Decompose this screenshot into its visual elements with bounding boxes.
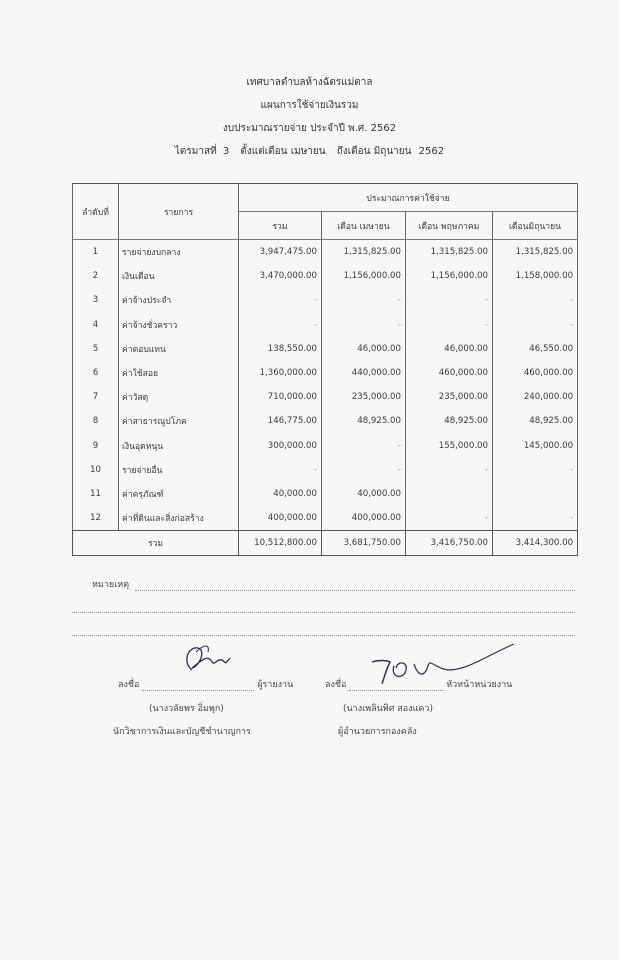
row-june: - — [493, 458, 578, 482]
row-april: - — [322, 313, 406, 337]
table-row — [73, 458, 578, 482]
row-may: - — [406, 313, 493, 337]
row-item: ค่าตอบแทน — [119, 337, 239, 361]
row-may: 155,000.00 — [406, 434, 493, 458]
row-total: 138,550.00 — [239, 337, 322, 361]
table-row — [73, 288, 578, 312]
signature-left-line: ลงชื่อ ผู้รายงาน — [118, 680, 294, 690]
row-june: 46,550.00 — [493, 337, 578, 361]
row-total: 40,000.00 — [239, 482, 322, 506]
row-item: ค่าสาธารณูปโภค — [119, 409, 239, 433]
row-april: 1,315,825.00 — [322, 240, 406, 265]
signature-right-line: ลงชื่อ หัวหน้าหน่วยงาน — [325, 680, 513, 690]
row-number: 9 — [73, 434, 119, 458]
row-april: 40,000.00 — [322, 482, 406, 506]
col-header-estimate: ประมาณการค่าใช้จ่าย — [239, 184, 578, 212]
signature-right-role: หัวหน้าหน่วยงาน — [446, 680, 513, 690]
row-number: 3 — [73, 288, 119, 312]
row-number: 4 — [73, 313, 119, 337]
row-number: 10 — [73, 458, 119, 482]
row-total: 146,775.00 — [239, 409, 322, 433]
row-total: 1,360,000.00 — [239, 361, 322, 385]
row-may: 1,156,000.00 — [406, 264, 493, 288]
signature-right-name: (นางเพลินพิศ สองแคว) — [343, 704, 433, 714]
table-row — [73, 482, 578, 506]
row-april: - — [322, 434, 406, 458]
table-row — [73, 337, 578, 361]
quarter-line — [0, 144, 619, 159]
row-number: 2 — [73, 264, 119, 288]
col-header-may: เดือน พฤษภาคม — [406, 212, 493, 240]
row-number: 12 — [73, 506, 119, 531]
sum-june: 3,414,300.00 — [493, 531, 578, 556]
table-row — [73, 264, 578, 288]
row-may: - — [406, 458, 493, 482]
row-june: 240,000.00 — [493, 385, 578, 409]
remark-label: หมายเหตุ — [92, 580, 130, 590]
sum-total: 10,512,800.00 — [239, 531, 322, 556]
table-row — [73, 409, 578, 433]
row-item: ค่าจ้างประจำ — [119, 288, 239, 312]
signature-left-position: นักวิชาการเงินและบัญชีชำนาญการ — [113, 727, 251, 737]
row-number: 1 — [73, 240, 119, 265]
row-total: 3,947,475.00 — [239, 240, 322, 265]
remark-line-1 — [135, 590, 575, 591]
row-item: ค่าครุภัณฑ์ — [119, 482, 239, 506]
row-june: 145,000.00 — [493, 434, 578, 458]
row-june — [493, 482, 578, 506]
table-body — [73, 240, 578, 531]
row-item: ค่าจ้างชั่วคราว — [119, 313, 239, 337]
row-april: 400,000.00 — [322, 506, 406, 531]
row-april: 48,925.00 — [322, 409, 406, 433]
sum-may: 3,416,750.00 — [406, 531, 493, 556]
row-april: - — [322, 458, 406, 482]
budget-year-line: งบประมาณรายจ่าย ประจำปี พ.ศ. 2562 — [222, 123, 397, 134]
row-item: รายจ่ายงบกลาง — [119, 240, 239, 265]
signature-right-position: ผู้อำนวยการกองคลัง — [338, 727, 417, 737]
from-month: ตั้งแต่เดือน เมษายน — [240, 146, 326, 157]
row-may: 46,000.00 — [406, 337, 493, 361]
table-row — [73, 361, 578, 385]
row-april: 46,000.00 — [322, 337, 406, 361]
plan-title: แผนการใช้จ่ายเงินรวม — [260, 100, 359, 111]
row-number: 11 — [73, 482, 119, 506]
row-total: 3,470,000.00 — [239, 264, 322, 288]
table-row — [73, 434, 578, 458]
sum-label: รวม — [73, 531, 239, 556]
budget-table — [72, 183, 578, 556]
row-may — [406, 482, 493, 506]
org-name: เทศบาลตำบลห้างฉัตรแม่ตาล — [246, 77, 373, 88]
row-total: - — [239, 458, 322, 482]
row-item: ค่าวัสดุ — [119, 385, 239, 409]
row-number: 8 — [73, 409, 119, 433]
row-item: รายจ่ายอื่น — [119, 458, 239, 482]
row-june: - — [493, 313, 578, 337]
table-row — [73, 313, 578, 337]
table-row — [73, 506, 578, 531]
row-june: 1,315,825.00 — [493, 240, 578, 265]
row-june: 48,925.00 — [493, 409, 578, 433]
row-may: 235,000.00 — [406, 385, 493, 409]
row-number: 6 — [73, 361, 119, 385]
row-total: - — [239, 288, 322, 312]
row-june: 460,000.00 — [493, 361, 578, 385]
row-may: 1,315,825.00 — [406, 240, 493, 265]
row-april: 440,000.00 — [322, 361, 406, 385]
col-header-no: ลำดับที่ — [73, 184, 119, 240]
row-june: - — [493, 506, 578, 531]
col-header-item: รายการ — [119, 184, 239, 240]
col-header-june: เดือนมิถุนายน — [493, 212, 578, 240]
signature-left-role: ผู้รายงาน — [257, 680, 294, 690]
sum-row — [73, 531, 578, 556]
row-total: 710,000.00 — [239, 385, 322, 409]
row-total: 400,000.00 — [239, 506, 322, 531]
col-header-april: เดือน เมษายน — [322, 212, 406, 240]
quarter-label: ไตรมาสที่ 3 — [174, 146, 230, 157]
row-june: - — [493, 288, 578, 312]
row-may: 460,000.00 — [406, 361, 493, 385]
signature-left-name: (นางวลัยพร อิ่มพุก) — [149, 704, 224, 714]
row-item: ค่าที่ดินและสิ่งก่อสร้าง — [119, 506, 239, 531]
row-total: - — [239, 313, 322, 337]
row-number: 5 — [73, 337, 119, 361]
remark-line-3 — [72, 635, 575, 636]
remark-line-2 — [72, 612, 575, 613]
row-may: - — [406, 288, 493, 312]
row-june: 1,158,000.00 — [493, 264, 578, 288]
row-may: 48,925.00 — [406, 409, 493, 433]
row-item: เงินอุดหนุน — [119, 434, 239, 458]
row-april: - — [322, 288, 406, 312]
row-item: ค่าใช้สอย — [119, 361, 239, 385]
row-april: 235,000.00 — [322, 385, 406, 409]
to-month: ถึงเดือน มิถุนายน 2562 — [336, 146, 445, 157]
col-header-total: รวม — [239, 212, 322, 240]
signature-left-scribble — [178, 640, 238, 680]
row-may: - — [406, 506, 493, 531]
table-row — [73, 240, 578, 265]
table-row — [73, 385, 578, 409]
sum-april: 3,681,750.00 — [322, 531, 406, 556]
row-april: 1,156,000.00 — [322, 264, 406, 288]
row-total: 300,000.00 — [239, 434, 322, 458]
row-number: 7 — [73, 385, 119, 409]
row-item: เงินเดือน — [119, 264, 239, 288]
